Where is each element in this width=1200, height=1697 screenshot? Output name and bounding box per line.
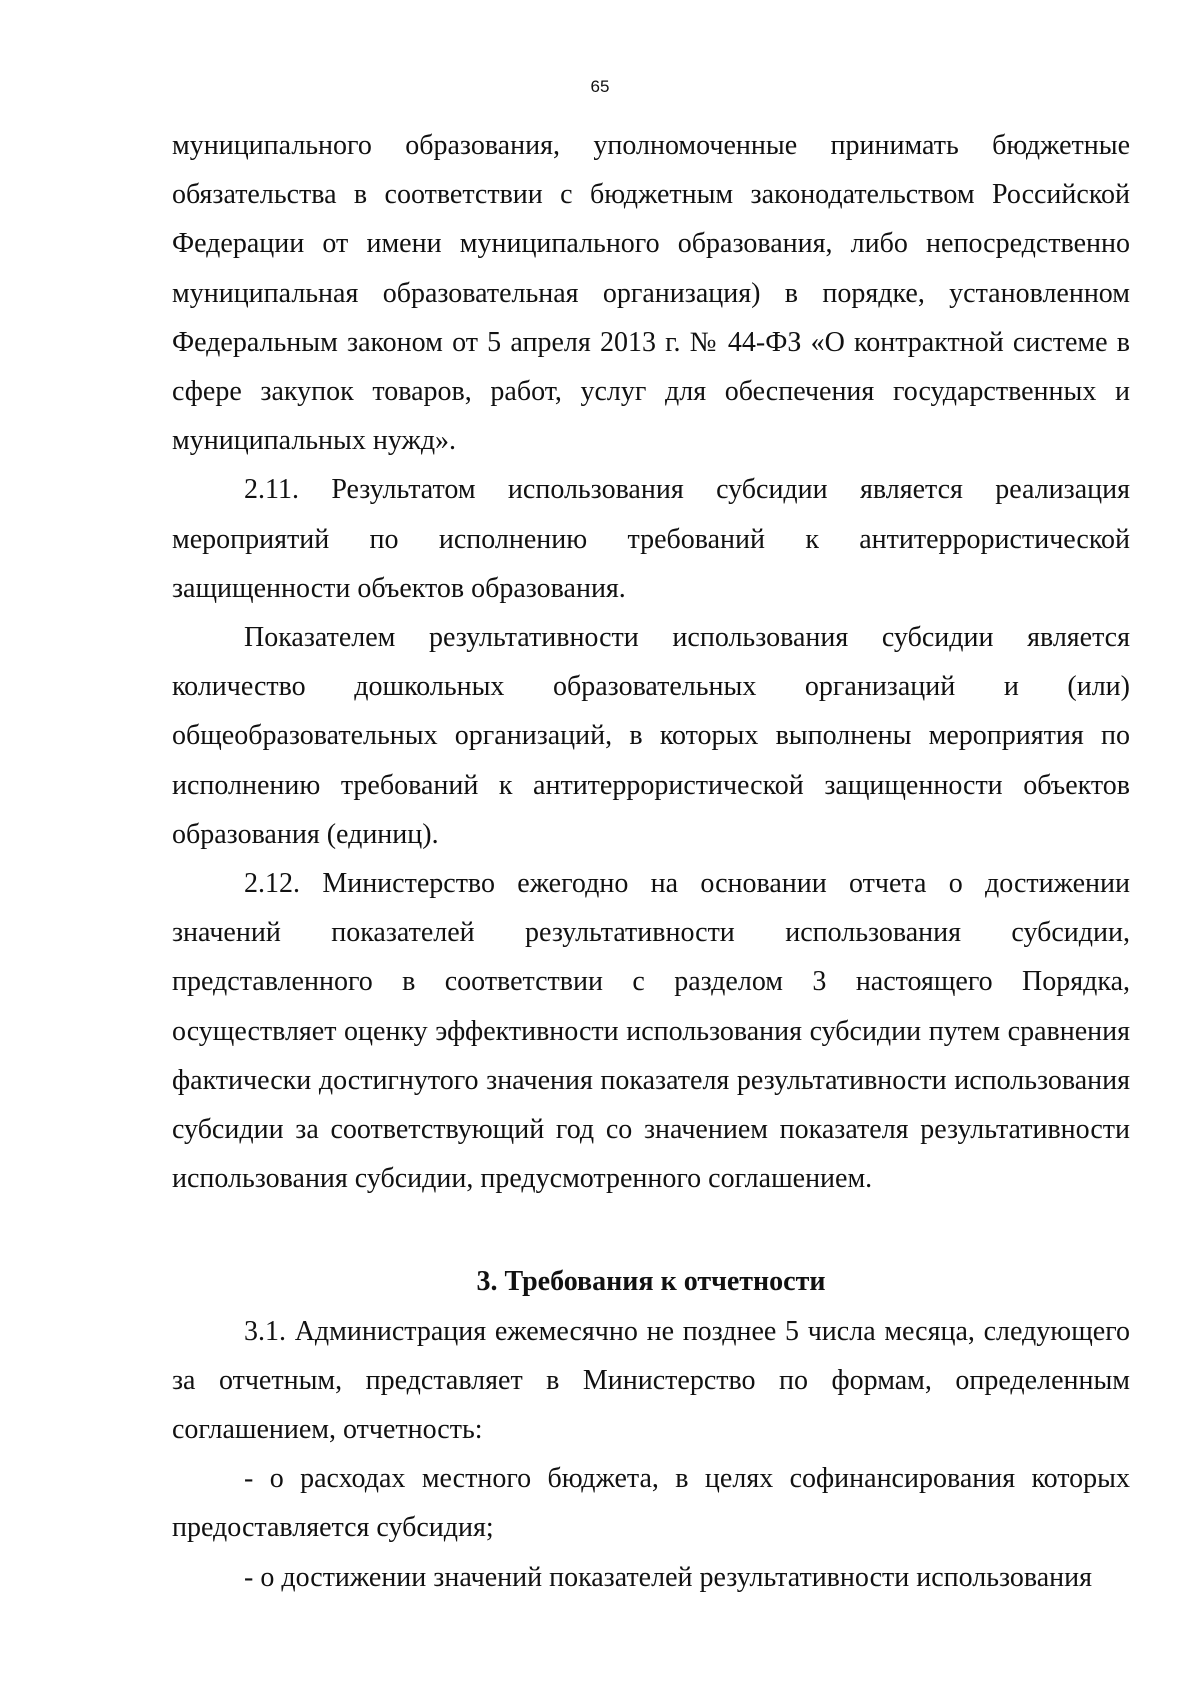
paragraph-2-12: 2.12. Министерство ежегодно на основании отчета о достижении значений показателей результативности использования субсидии, представленного в соответствии с разделом 3 настоящего Порядка, осуществляет оценку эффективности использования субсидии путем сравнения фактически достигнутого значения показателя результативности использования субсидии за соответствующий год со значением показателя результативности использования субсидии, предусмотренного соглашением. [172,868,1130,1195]
page-number: 65 [590,77,610,96]
section-heading: 3. Требования к отчетности [476,1266,826,1298]
paragraph-continuation: муниципального образования, уполномоченные принимать бюджетные обязательства в соответствии с бюджетным законодательством Российской Федерации от имени муниципального образования, либо непосредственно муниципальная образовательная организация) в порядке, установленном Федеральным законом от 5 апреля 2013 г. № 44-ФЗ «О контрактной системе в сфере закупок товаров, работ, услуг для обеспечения государственных и муниципальных нужд». [172,130,1130,457]
document-body [172,121,1130,1602]
list-item-indicators: - о достижении значений показателей результативности использования [244,1561,1093,1593]
paragraph-indicator: Показателем результативности использования субсидии является количество дошкольных образовательных организаций и (или) общеобразовательных организаций, в которых выполнены мероприятия по исполнению требований к антитеррористической защищенности объектов образования (единиц). [172,622,1130,850]
list-item-expenses: - о расходах местного бюджета, в целях софинансирования которых предоставляется субсидия; [172,1463,1130,1544]
paragraph-2-11: 2.11. Результатом использования субсидии является реализация мероприятий по исполнению требований к антитеррористической защищенности объектов образования. [172,474,1130,604]
paragraph-3-1: 3.1. Администрация ежемесячно не позднее 5 числа месяца, следующего за отчетным, представляет в Министерство по формам, определенным соглашением, отчетность: [172,1315,1130,1446]
